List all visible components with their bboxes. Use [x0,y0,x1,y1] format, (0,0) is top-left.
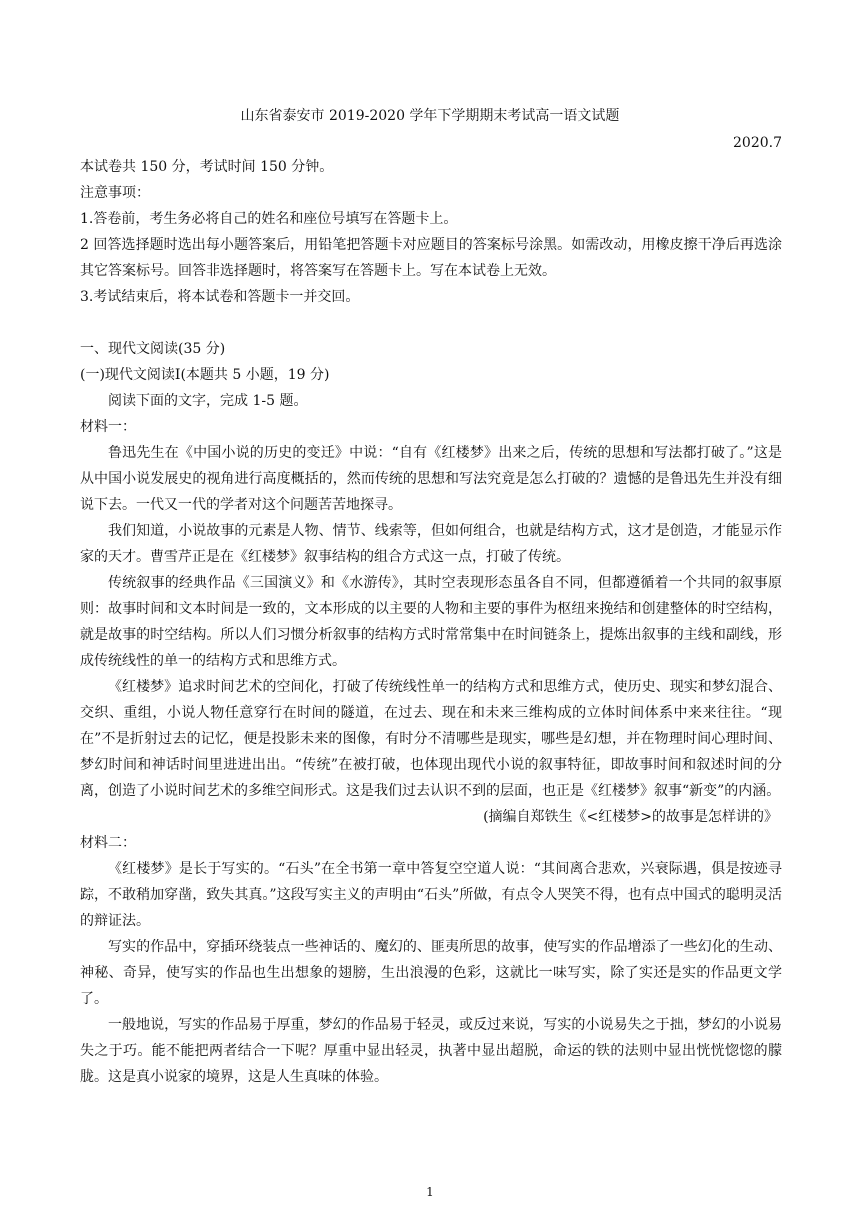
notice-item-2: 2 回答选择题时选出每小题答案后，用铅笔把答题卡对应题目的答案标号涂黑。如需改动，用橡皮擦干净后再选涂其它答案标号。回答非选择题时，将答案写在答题卡上。写在本试卷上无效。 [80,237,782,279]
notice-heading: 注意事项： [80,185,150,201]
exam-info: 本试卷共 150 分，考试时间 150 分钟。 [80,159,334,175]
material-1-paragraph: 鲁迅先生在《中国小说的历史的变迁》中说：“自有《红楼梦》出来之后，传统的思想和写法都打破了。”这是从中国小说发展史的视角进行高度概括的，然而传统的思想和写法究竟是怎么打破的？遗憾的是鲁迅先生并没有细说下去。一代又一代的学者对这个问题苦苦地探寻。 [80,445,782,513]
exam-date: 2020.7 [733,135,782,151]
material-2-label: 材料二： [80,835,136,851]
material-1-source: (摘编自郑铁生《<红楼梦>的故事是怎样讲的》 [483,809,778,825]
section-subheading: (一)现代文阅读Ⅰ(本题共 5 小题，19 分) [80,367,330,383]
spacer [80,310,782,336]
material-1-paragraph: 我们知道，小说故事的元素是人物、情节、线索等，但如何组合，也就是结构方式，这才是创造，才能显示作家的天才。曹雪芹正是在《红楼梦》叙事结构的组合方式这一点，打破了传统。 [80,523,782,565]
exam-title: 山东省泰安市 2019-2020 学年下学期期末考试高一语文试题 [240,108,620,124]
notice-item-1: 1.答卷前，考生务必将自己的姓名和座位号填写在答题卡上。 [80,211,458,227]
reading-instruction: 阅读下面的文字，完成 1-5 题。 [108,393,308,409]
material-1-label: 材料一： [80,419,136,435]
page-number: 1 [426,1185,434,1199]
material-1-paragraph: 传统叙事的经典作品《三国演义》和《水游传》，其时空表现形态虽各自不同，但都遵循着一个共同的叙事原则：故事时间和文本时间是一致的，文本形成的以主要的人物和主要的事件为枢纽来挽结和创建整体的时空结构，就是故事的时空结构。所以人们习惯分析叙事的结构方式时常常集中在时间链条上，提炼出叙事的主线和副线，形成传统线性的单一的结构方式和思维方式。 [80,575,782,669]
material-2-paragraph: 《红楼梦》是长于写实的。“石头”在全书第一章中答复空空道人说：“其间离合悲欢，兴衰际遇，俱是按迹寻踪，不敢稍加穿凿，致失其真。”这段写实主义的声明由“石头”所做，有点令人哭笑不得，也有点中国式的聪明灵活的辩证法。 [80,861,782,929]
material-2-paragraph: 写实的作品中，穿插环绕装点一些神话的、魔幻的、匪夷所思的故事，使写实的作品增添了一些幻化的生动、神秘、奇异，使写实的作品也生出想象的翅膀，生出浪漫的色彩，这就比一味写实，除了实还是实的作品更文学了。 [80,939,782,1007]
material-2-paragraph: 一般地说，写实的作品易于厚重，梦幻的作品易于轻灵，或反过来说，写实的小说易失之于拙，梦幻的小说易失之于巧。能不能把两者结合一下呢？厚重中显出轻灵，执著中显出超脱，命运的铁的法则中显出恍恍惚惚的朦胧。这是真小说家的境界，这是人生真味的体验。 [80,1017,782,1085]
exam-body [80,154,782,1090]
section-heading: 一、现代文阅读(35 分) [80,341,226,357]
notice-item-3: 3.考试结束后，将本试卷和答题卡一并交回。 [80,289,360,305]
material-1-paragraph: 《红楼梦》追求时间艺术的空间化，打破了传统线性单一的结构方式和思维方式，使历史、现实和梦幻混合、交织、重组，小说人物任意穿行在时间的隧道，在过去、现在和未来三维构成的立体时间体系中来来往往。“现在”不是折射过去的记忆，便是投影未来的图像，有时分不清哪些是现实，哪些是幻想，并在物理时间心理时间、梦幻时间和神话时间里进进出出。“传统”在被打破，也体现出现代小说的叙事特征，即故事时间和叙述时间的分离，创造了小说时间艺术的多维空间形式。这是我们过去认识不到的层面，也正是《红楼梦》叙事“新变”的内涵。 [80,679,782,799]
